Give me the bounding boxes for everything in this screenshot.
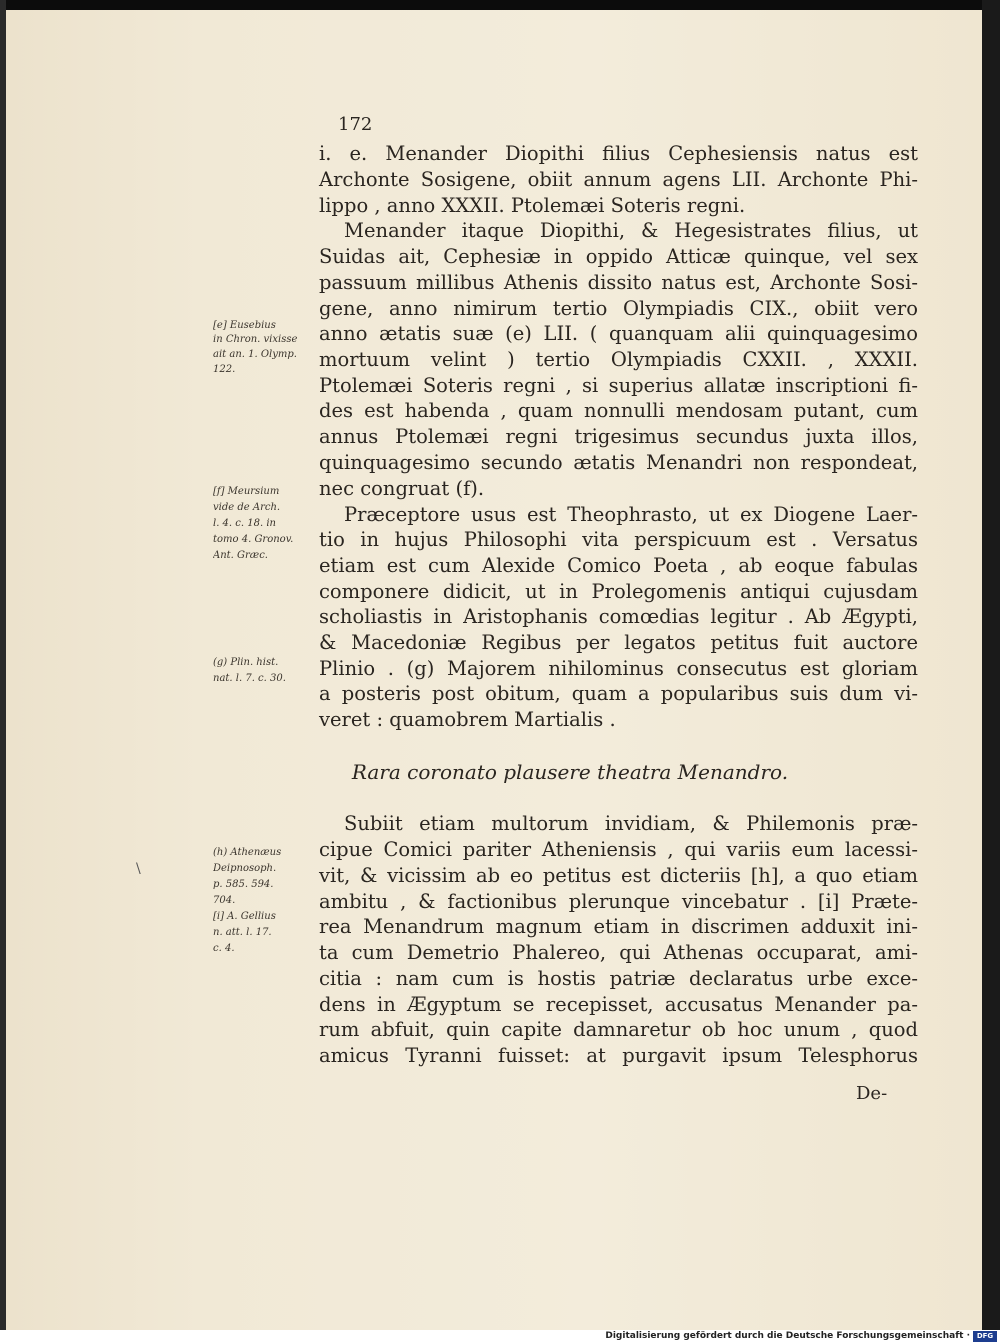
margin-note: tomo 4. Gronov. — [213, 534, 294, 545]
margin-note: [f] Meursium — [213, 486, 280, 497]
text-line: gene, anno nimirum tertio Olympiadis CIX., obiit vero — [319, 297, 918, 320]
text-line: etiam est cum Alexide Comico Poeta , ab eoque fabulas — [319, 554, 918, 577]
text-line: passuum millibus Athenis dissito natus est, Archonte Sosi- — [319, 271, 918, 294]
text-line: rea Menandrum magnum etiam in discrimen adduxit ini- — [319, 915, 918, 938]
text-line: a posteris post obitum, quam a popularibus suis dum vi- — [319, 682, 918, 705]
text-line: tio in hujus Philosophi vita perspicuum est . Versatus — [319, 528, 918, 551]
margin-note: ait an. 1. Olymp. — [213, 349, 297, 360]
scan-border-right — [982, 0, 1000, 1330]
text-line: componere didicit, ut in Prolegomenis antiqui cujusdam — [319, 580, 918, 603]
text-line: dens in Ægyptum se recepisset, accusatus Menander pa- — [319, 993, 918, 1016]
margin-note: nat. l. 7. c. 30. — [213, 673, 286, 684]
text-line: lippo , anno XXXII. Ptolemæi Soteris regni. — [319, 194, 746, 217]
text-line: Ptolemæi Soteris regni , si superius allatæ inscriptioni fi- — [319, 374, 918, 397]
text-line: mortuum velint ) tertio Olympiadis CXXII. , XXXII. — [319, 348, 918, 371]
text-line: Menander itaque Diopithi, & Hegesistrates filius, ut — [344, 219, 918, 242]
margin-note: Ant. Græc. — [213, 550, 268, 561]
text-line: des est habenda , quam nonnulli mendosam putant, cum — [319, 399, 918, 422]
text-line: Archonte Sosigene, obiit annum agens LII. Archonte Phi- — [319, 168, 918, 191]
text-line: ambitu , & factionibus plerunque vincebatur . [i] Præte- — [319, 890, 918, 913]
dfg-logo: DFG — [973, 1331, 997, 1342]
text-line: i. e. Menander Diopithi filius Cephesiensis natus est — [319, 142, 918, 165]
margin-note: 704. — [213, 895, 236, 906]
text-line: amicus Tyranni fuisset: at purgavit ipsum Telesphorus — [319, 1044, 918, 1067]
catchword: De- — [856, 1083, 888, 1104]
text-line: rum abfuit, quin capite damnaretur ob hoc unum , quod — [319, 1018, 918, 1041]
margin-note: p. 585. 594. — [213, 879, 274, 890]
text-line: nec congruat (f). — [319, 477, 485, 500]
text-line: quinquagesimo secundo ætatis Menandri non respondeat, — [319, 451, 918, 474]
margin-note: vide de Arch. — [213, 502, 281, 513]
margin-note: 122. — [213, 364, 236, 375]
text-line: annus Ptolemæi regni trigesimus secundus juxta illos, — [319, 425, 918, 448]
margin-note: [i] A. Gellius — [213, 911, 276, 922]
text-line: Subiit etiam multorum invidiam, & Philemonis præ- — [344, 812, 918, 835]
margin-note: n. att. l. 17. — [213, 927, 272, 938]
margin-note: c. 4. — [213, 943, 235, 954]
margin-note: (g) Plin. hist. — [213, 657, 279, 668]
text-line: anno ætatis suæ (e) LII. ( quanquam alii quinquagesimo — [319, 322, 918, 345]
quoted-verse: Rara coronato plausere theatra Menandro. — [351, 760, 789, 784]
text-line: citia : nam cum is hostis patriæ declaratus urbe exce- — [319, 967, 918, 990]
text-line: vit, & vicissim ab eo petitus est dicteriis [h], a quo etiam — [319, 864, 918, 887]
text-line: scholiastis in Aristophanis comœdias legitur . Ab Ægypti, — [319, 605, 918, 628]
text-line: Plinio . (g) Majorem nihilominus consecutus est gloriam — [319, 657, 918, 680]
scan-border-top — [0, 0, 1000, 10]
margin-note: (h) Athenæus — [213, 847, 282, 858]
margin-note: Deipnosoph. — [213, 863, 277, 874]
margin-note: [e] Eusebius — [213, 320, 276, 331]
stray-mark: \ — [136, 861, 141, 877]
text-line: cipue Comici pariter Atheniensis , qui variis eum lacessi- — [319, 838, 918, 861]
text-line: veret : quamobrem Martialis . — [319, 708, 616, 731]
page-number: 172 — [338, 114, 373, 135]
funding-credit: Digitalisierung gefördert durch die Deutsche Forschungsgemeinschaft · — [605, 1331, 970, 1341]
text-line: ta cum Demetrio Phalereo, qui Athenas occuparat, ami- — [319, 941, 918, 964]
text-line: Præceptore usus est Theophrasto, ut ex Diogene Laer- — [344, 503, 918, 526]
margin-note: l. 4. c. 18. in — [213, 518, 276, 529]
text-line: & Macedoniæ Regibus per legatos petitus fuit auctore — [319, 631, 918, 654]
text-line: Suidas ait, Cephesiæ in oppido Atticæ quinque, vel sex — [319, 245, 918, 268]
margin-note: in Chron. vixisse — [213, 334, 298, 345]
